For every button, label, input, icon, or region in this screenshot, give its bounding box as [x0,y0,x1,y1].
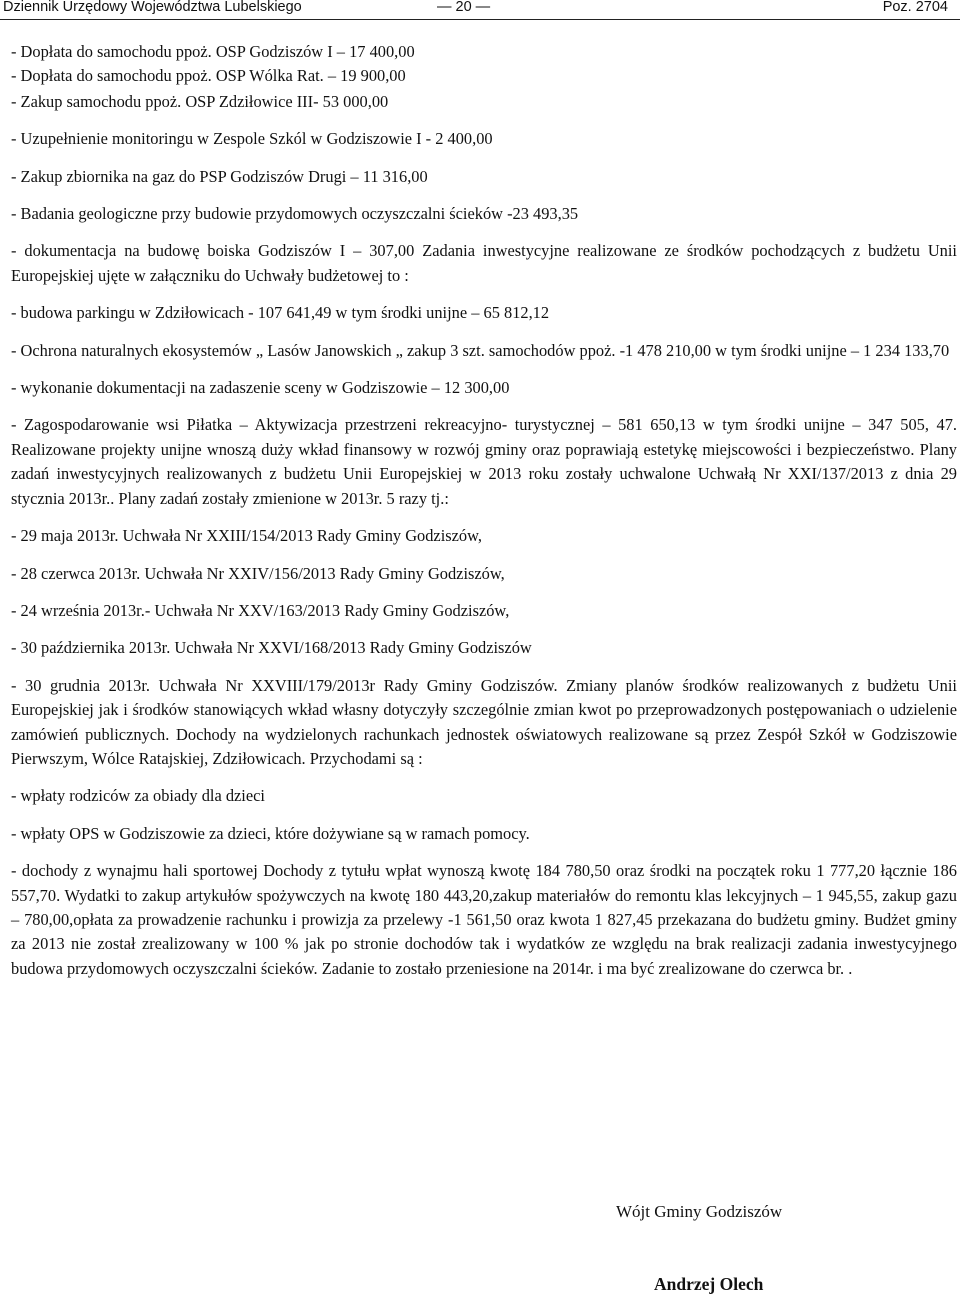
signature-name: Andrzej Olech [654,1274,764,1294]
paragraph: - Dopłata do samochodu ppoż. OSP Godziszów I – 17 400,00 [11,42,415,61]
paragraph: - Ochrona naturalnych ekosystemów „ Lasów Janowskich „ zakup 3 szt. samochodów ppoż. -1 478 210,00 w tym środki unijne – 1 234 133,70 [11,340,950,360]
page-number: — 20 — [437,0,491,15]
paragraph: - 30 grudnia 2013r. Uchwała Nr XXVIII/179/2013r Rady Gminy Godziszów. Zmiany planów środków realizowanych z budżetu Unii Europejskiej jak i środków stanowiących wkład własny dotyczyły szczególnie zmian kwot po przeprowadzonych postępowaniach o udzielenie zamówień publicznych. Dochody na wydzielonych rachunkach jednostek oświatowych realizowane są przez Zespół Szkół w Godziszowie Pierwszym, Wólce Ratajskiej, Zdziłowicach. Przychodami są : [11,675,957,768]
paragraph: - 28 czerwca 2013r. Uchwała Nr XXIV/156/2013 Rady Gminy Godziszów, [11,563,505,583]
paragraph: - wpłaty rodziców za obiady dla dzieci [11,786,265,806]
page-header [0,0,960,20]
header-divider [0,19,960,20]
paragraph: - wykonanie dokumentacji na zadaszenie sceny w Godziszowie – 12 300,00 [11,378,510,398]
paragraph: - 30 października 2013r. Uchwała Nr XXVI/168/2013 Rady Gminy Godziszów [11,638,532,658]
paragraph: - wpłaty OPS w Godziszowie za dzieci, które dożywiane są w ramach pomocy. [11,823,530,843]
paragraph: - Zakup samochodu ppoż. OSP Zdziłowice III- 53 000,00 [11,91,389,111]
signature-title: Wójt Gminy Godziszów [616,1202,783,1221]
paragraph: - Zagospodarowanie wsi Piłatka – Aktywizacja przestrzeni rekreacyjno- turystycznej – 581 650,13 w tym środki unijne – 347 505, 47. Realizowane projekty unijne wnoszą duży wkład finansowy w rozwój gminy oraz poprawiają estetykę miejscowości i bezpieczeństwo. Plany zadań inwestycyjnych realizowanych z budżetu Unii Europejskiej w 2013 roku zostały uchwalone Uchwałą Nr XXI/137/2013 z dnia 29 stycznia 2013r.. Plany zadań zostały zmienione w 2013r. 5 razy tj.: [11,415,957,508]
paragraph: - 24 września 2013r.- Uchwała Nr XXV/163/2013 Rady Gminy Godziszów, [11,600,510,620]
paragraph: - Badania geologiczne przy budowie przydomowych oczyszczalni ścieków -23 493,35 [11,204,579,224]
position-number: Poz. 2704 [882,0,948,15]
document-body [11,40,957,981]
journal-title: Dziennik Urzędowy Województwa Lubelskiego [3,0,302,15]
paragraph: - 29 maja 2013r. Uchwała Nr XXIII/154/2013 Rady Gminy Godziszów, [11,526,482,546]
paragraph: - dokumentacja na budowę boiska Godziszów I – 307,00 Zadania inwestycyjne realizowane ze środków pochodzących z budżetu Unii Europejskiej ujęte w załączniku do Uchwały budżetowej to : [11,241,957,285]
paragraph: - budowa parkingu w Zdziłowicach - 107 641,49 w tym środki unijne – 65 812,12 [11,303,550,323]
paragraph: - Zakup zbiornika na gaz do PSP Godziszów Drugi – 11 316,00 [11,166,428,186]
paragraph: - dochody z wynajmu hali sportowej Dochody z tytułu wpłat wynoszą kwotę 184 780,50 oraz środki na początek roku 1 777,20 łącznie 186 557,70. Wydatki to zakup artykułów spożywczych na kwotę 180 443,20,zakup materiałów do remontu klas lekcyjnych – 1 945,55, zakup gazu – 780,00,opłata za prowadzenie rachunku i prowizja za przelewy -1 561,50 oraz kwota 1 827,45 przekazana do budżetu gminy. Budżet gminy za 2013 nie został zrealizowany w 100 % jak po stronie dochodów tak i wydatków ze względu na brak realizacji zadania inwestycyjnego budowa przydomowych oczyszczalni ścieków. Zadanie to zostało przeniesione na 2014r. i ma być zrealizowane do czerwca br. . [11,861,957,978]
paragraph: - Uzupełnienie monitoringu w Zespole Szkól w Godziszowie I - 2 400,00 [11,129,493,149]
paragraph: - Dopłata do samochodu ppoż. OSP Wólka Rat. – 19 900,00 [11,66,406,86]
